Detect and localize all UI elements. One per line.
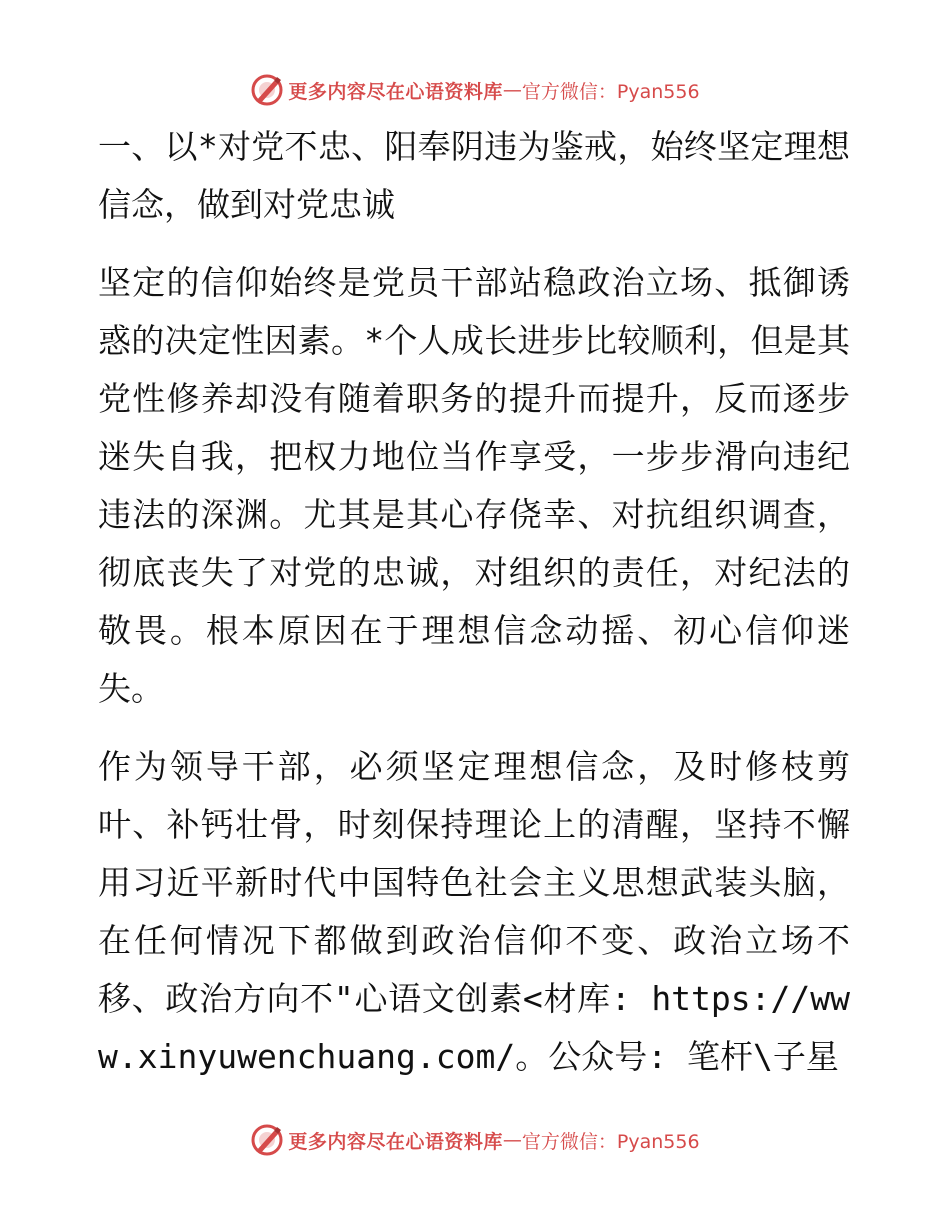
paragraph-2: 作为领导干部，必须坚定理想信念，及时修枝剪叶、补钙壮骨，时刻保持理论上的清醒，坚持不懈用习近平新时代中国特色社会主义思想武装头脑，在任何情况下都做到政治信仰不变、政治立场不移、政治方向不"心语文创素<材库: https://www.xinyuwenchuang.com/。公众号: 笔杆\子星 (98, 747, 850, 1076)
header-watermark-banner (0, 70, 950, 110)
footer-watermark-banner (0, 1120, 950, 1160)
pen-seal-icon (250, 1123, 284, 1157)
banner-wechat: 官方微信：Pyan556 (521, 80, 700, 103)
paragraph-1: 坚定的信仰始终是党员干部站稳政治立场、抵御诱惑的决定性因素。*个人成长进步比较顺利，但是其党性修养却没有随着职务的提升而提升，反而逐步迷失自我，把权力地位当作享受，一步步滑向违纪违法的深渊。尤其是其心存侥幸、对抗组织调查，彻底丧失了对党的忠诚，对组织的责任，对纪法的敬畏。根本原因在于理想信念动摇、初心信仰迷失。 (98, 263, 850, 708)
banner-title: 更多内容尽在心语资料库 (288, 1130, 503, 1153)
document-body (98, 118, 850, 1106)
banner-separator: — (502, 79, 522, 101)
banner-wechat: 官方微信：Pyan556 (521, 1130, 700, 1153)
pen-seal-icon (250, 73, 284, 107)
banner-separator: — (502, 1129, 522, 1151)
banner-title: 更多内容尽在心语资料库 (288, 80, 503, 103)
section-heading: 一、以*对党不忠、阳奉阴违为鉴戒，始终坚定理想信念，做到对党忠诚 (98, 127, 850, 224)
